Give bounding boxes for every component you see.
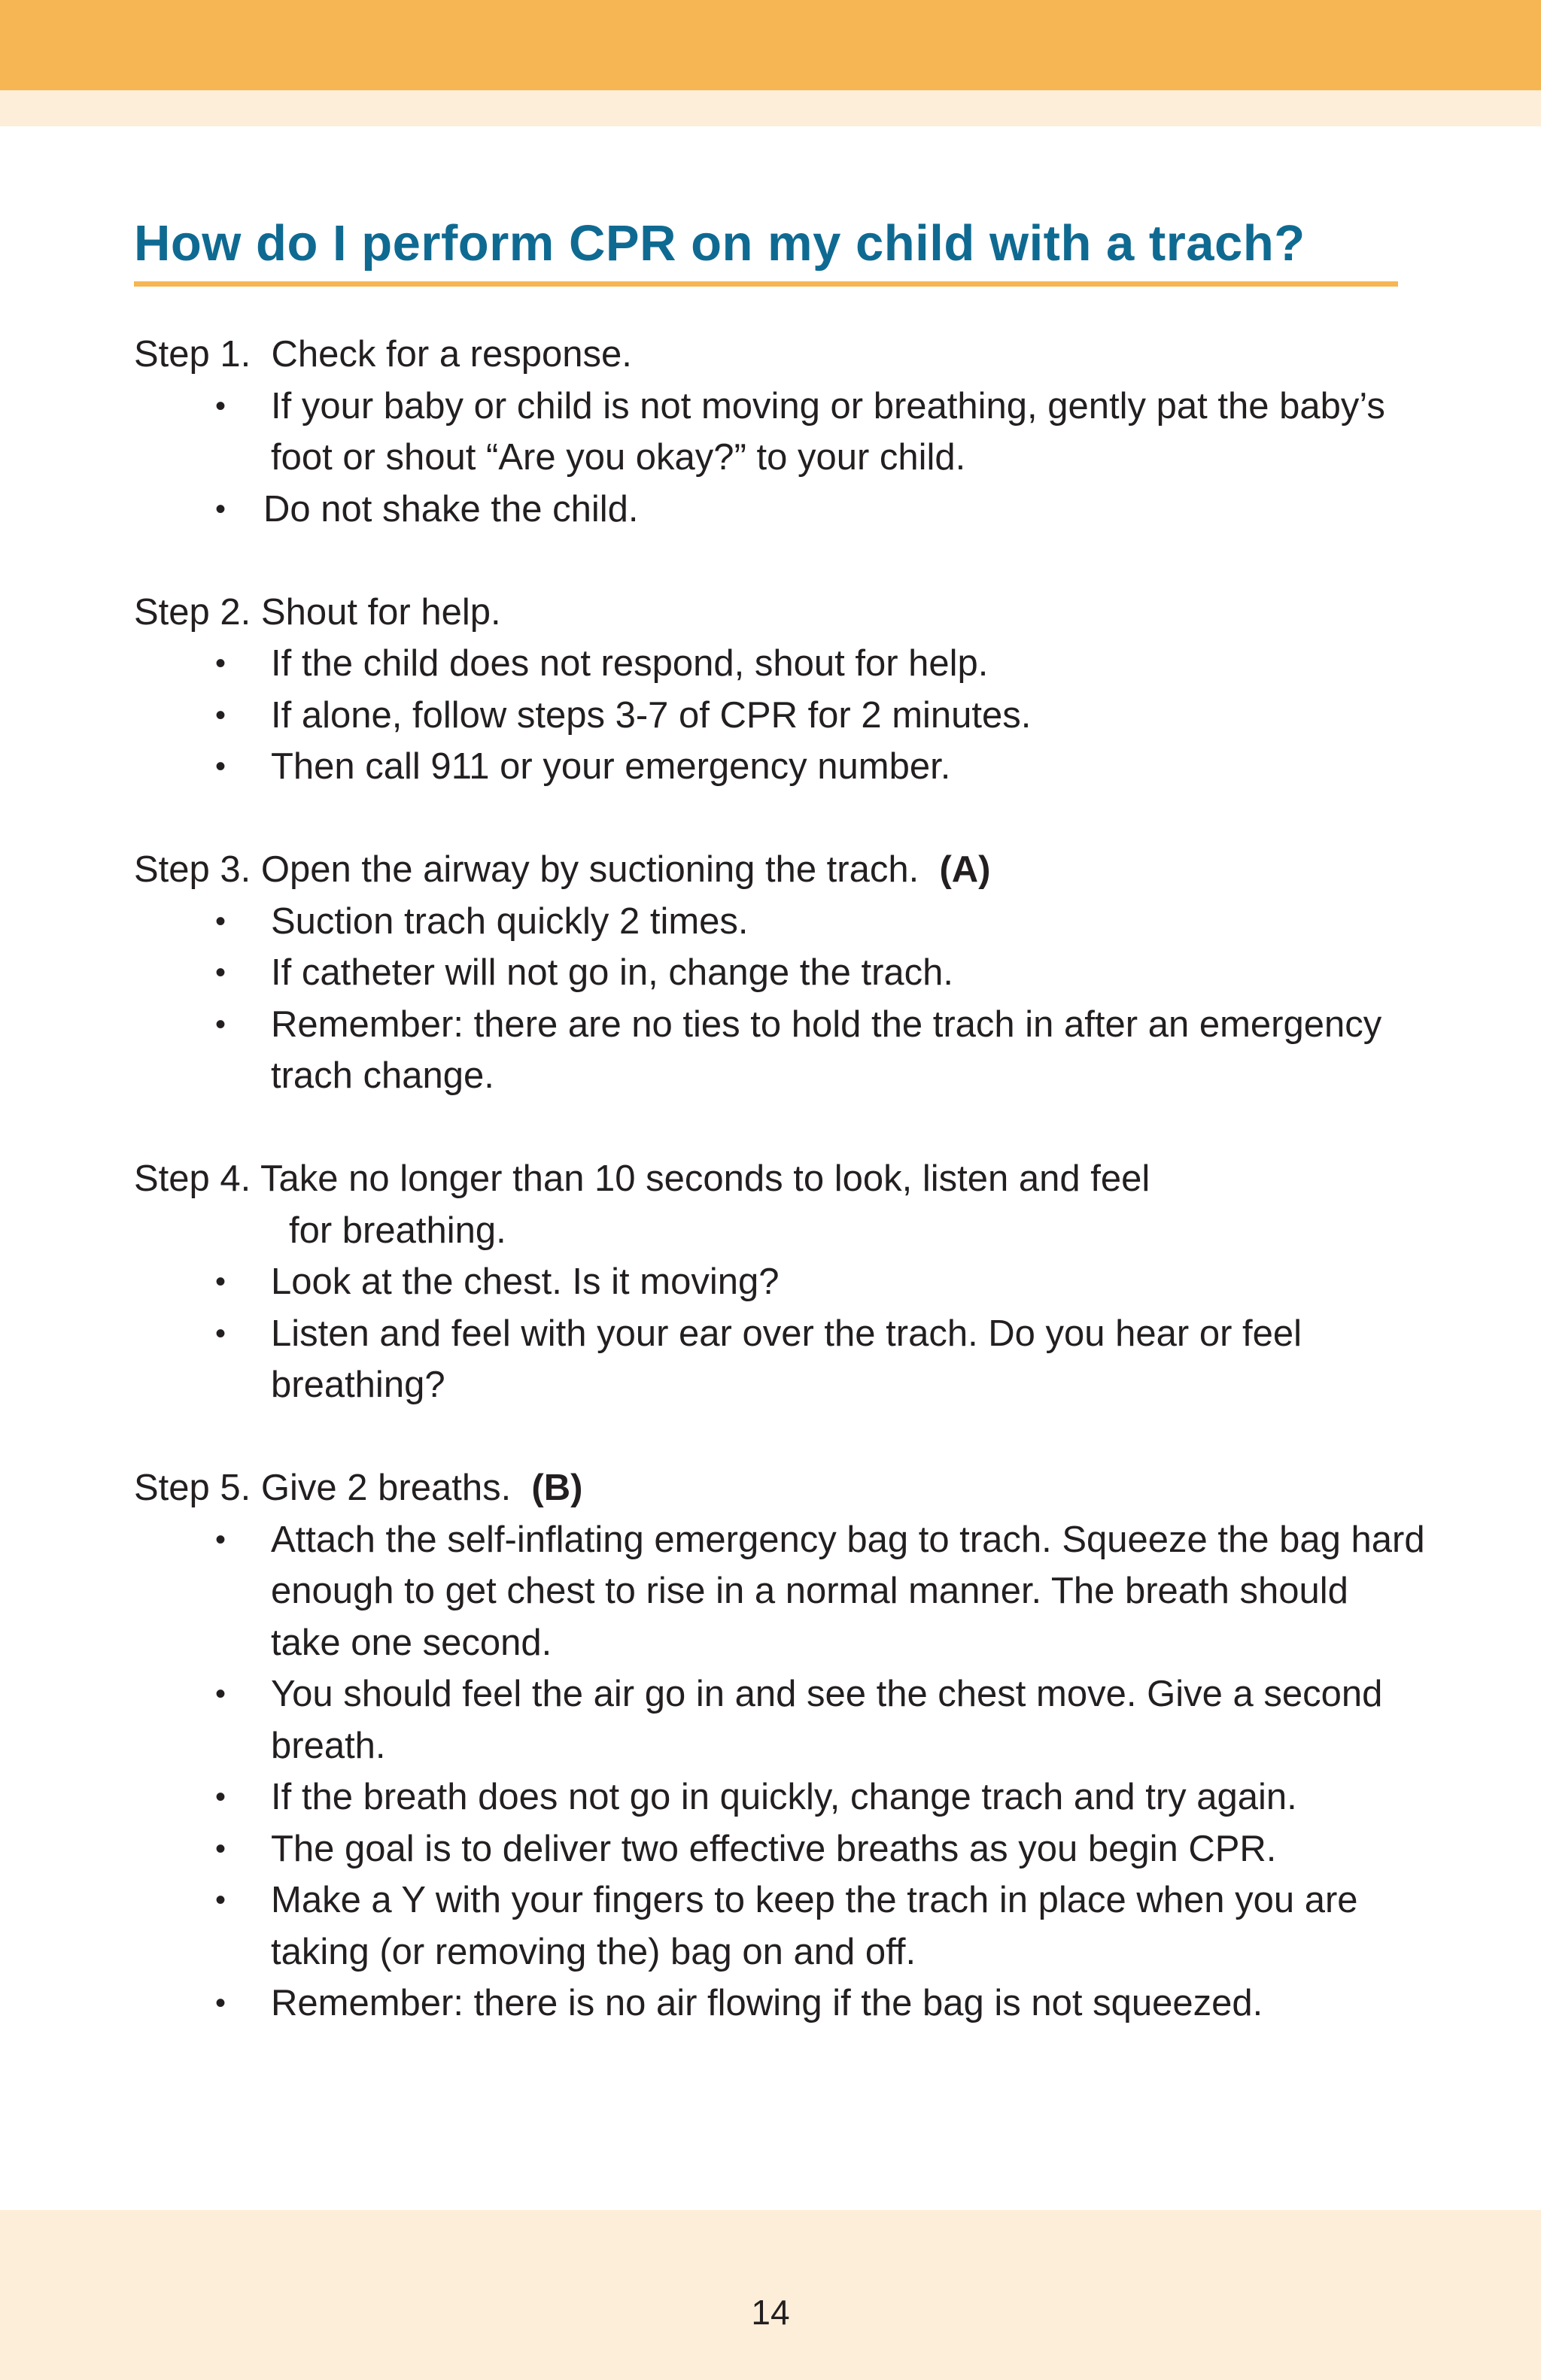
- bullet-list: [134, 638, 1428, 793]
- step-text: Shout for help.: [260, 591, 501, 633]
- bullet-text: If catheter will not go in, change the trach.: [271, 952, 954, 993]
- figure-reference: (A): [939, 849, 991, 890]
- step-text: Check for a response.: [271, 334, 632, 375]
- step-label: Step 4.: [134, 1158, 251, 1199]
- step-label: Step 5.: [134, 1468, 251, 1508]
- bullet-icon: •: [215, 1884, 226, 1917]
- bullet-icon: •: [215, 1007, 226, 1041]
- bullet-text: Attach the self-inflating emergency bag to trach. Squeeze the bag hard enough to get chest to rise in a normal manner. The breath should take one second.: [271, 1519, 1425, 1663]
- step-heading: [134, 329, 1428, 381]
- bullet-icon: •: [215, 698, 226, 732]
- list-item: [134, 1823, 1428, 1875]
- list-item: [134, 1668, 1428, 1771]
- bullet-icon: •: [215, 1316, 226, 1350]
- figure-reference: (B): [531, 1468, 583, 1508]
- step-heading: [134, 844, 1428, 896]
- step-text-continued: for breathing.: [289, 1210, 506, 1251]
- bullet-text: Listen and feel with your ear over the trach. Do you hear or feel breathing?: [271, 1313, 1302, 1405]
- step-label: Step 1.: [134, 334, 251, 375]
- bullet-text: If the breath does not go in quickly, change trach and try again.: [271, 1777, 1297, 1817]
- bullet-text: Remember: there are no ties to hold the trach in after an emergency trach change.: [271, 1003, 1382, 1096]
- bullet-text: If your baby or child is not moving or breathing, gently pat the baby’s foot or shout “Are you okay?” to your child.: [271, 385, 1385, 478]
- header-band: [0, 0, 1541, 90]
- bullet-text: If the child does not respond, shout for help.: [271, 643, 989, 684]
- bullet-list: [134, 1256, 1428, 1411]
- list-item: [134, 1514, 1428, 1669]
- list-item: [134, 690, 1428, 742]
- step-heading: [134, 1153, 1428, 1256]
- list-item: [134, 638, 1428, 690]
- list-item: [134, 1308, 1428, 1411]
- bullet-icon: •: [215, 750, 226, 783]
- bullet-icon: •: [215, 1265, 226, 1298]
- bullet-text: Suction trach quickly 2 times.: [271, 900, 749, 942]
- cpr-steps: [134, 329, 1428, 2081]
- bullet-icon: •: [215, 647, 226, 680]
- step-label: Step 3.: [134, 849, 251, 890]
- step-text: Give 2 breaths.: [260, 1468, 512, 1508]
- list-item: [134, 1978, 1428, 2029]
- bullet-text: Then call 911 or your emergency number.: [271, 746, 951, 787]
- step-4: [134, 1153, 1428, 1411]
- step-label: Step 2.: [134, 591, 251, 633]
- list-item: [134, 1256, 1428, 1308]
- list-item: [134, 381, 1428, 484]
- bullet-text: The goal is to deliver two effective breaths as you begin CPR.: [271, 1828, 1277, 1869]
- bullet-icon: •: [215, 1832, 226, 1865]
- list-item: [134, 999, 1428, 1102]
- bullet-icon: •: [215, 904, 226, 938]
- list-item: [134, 741, 1428, 793]
- bullet-icon: •: [215, 1780, 226, 1814]
- bullet-text: Do not shake the child.: [263, 488, 639, 530]
- step-1: [134, 329, 1428, 535]
- bullet-icon: •: [215, 492, 226, 526]
- page-number: 14: [751, 2293, 790, 2332]
- bullet-icon: •: [215, 1522, 226, 1556]
- bullet-list: [134, 896, 1428, 1102]
- title-underline: [134, 281, 1398, 287]
- list-item: [134, 1771, 1428, 1823]
- bullet-text: If alone, follow steps 3-7 of CPR for 2 minutes.: [271, 694, 1032, 736]
- bullet-text: You should feel the air go in and see the chest move. Give a second breath.: [271, 1674, 1383, 1766]
- step-2: [134, 587, 1428, 793]
- step-heading: [134, 587, 1428, 639]
- list-item: [134, 484, 1428, 536]
- bullet-list: [134, 1514, 1428, 2029]
- bullet-list: [134, 381, 1428, 536]
- step-text: Take no longer than 10 seconds to look, listen and feel: [260, 1158, 1150, 1199]
- header-strip: [0, 90, 1541, 126]
- list-item: [134, 896, 1428, 948]
- step-5: [134, 1462, 1428, 2029]
- step-3: [134, 844, 1428, 1102]
- step-text: Open the airway by suctioning the trach.: [260, 849, 919, 890]
- list-item: [134, 1875, 1428, 1978]
- bullet-text: Make a Y with your fingers to keep the trach in place when you are taking (or removing the) bag on and off.: [271, 1880, 1358, 1972]
- bullet-icon: •: [215, 1987, 226, 2020]
- bullet-text: Look at the chest. Is it moving?: [271, 1261, 780, 1302]
- list-item: [134, 947, 1428, 999]
- bullet-icon: •: [215, 1677, 226, 1711]
- bullet-icon: •: [215, 389, 226, 423]
- bullet-text: Remember: there is no air flowing if the bag is not squeezed.: [271, 1983, 1263, 2023]
- page-title: How do I perform CPR on my child with a trach?: [134, 215, 1305, 272]
- step-heading: [134, 1462, 1428, 1514]
- bullet-icon: •: [215, 956, 226, 989]
